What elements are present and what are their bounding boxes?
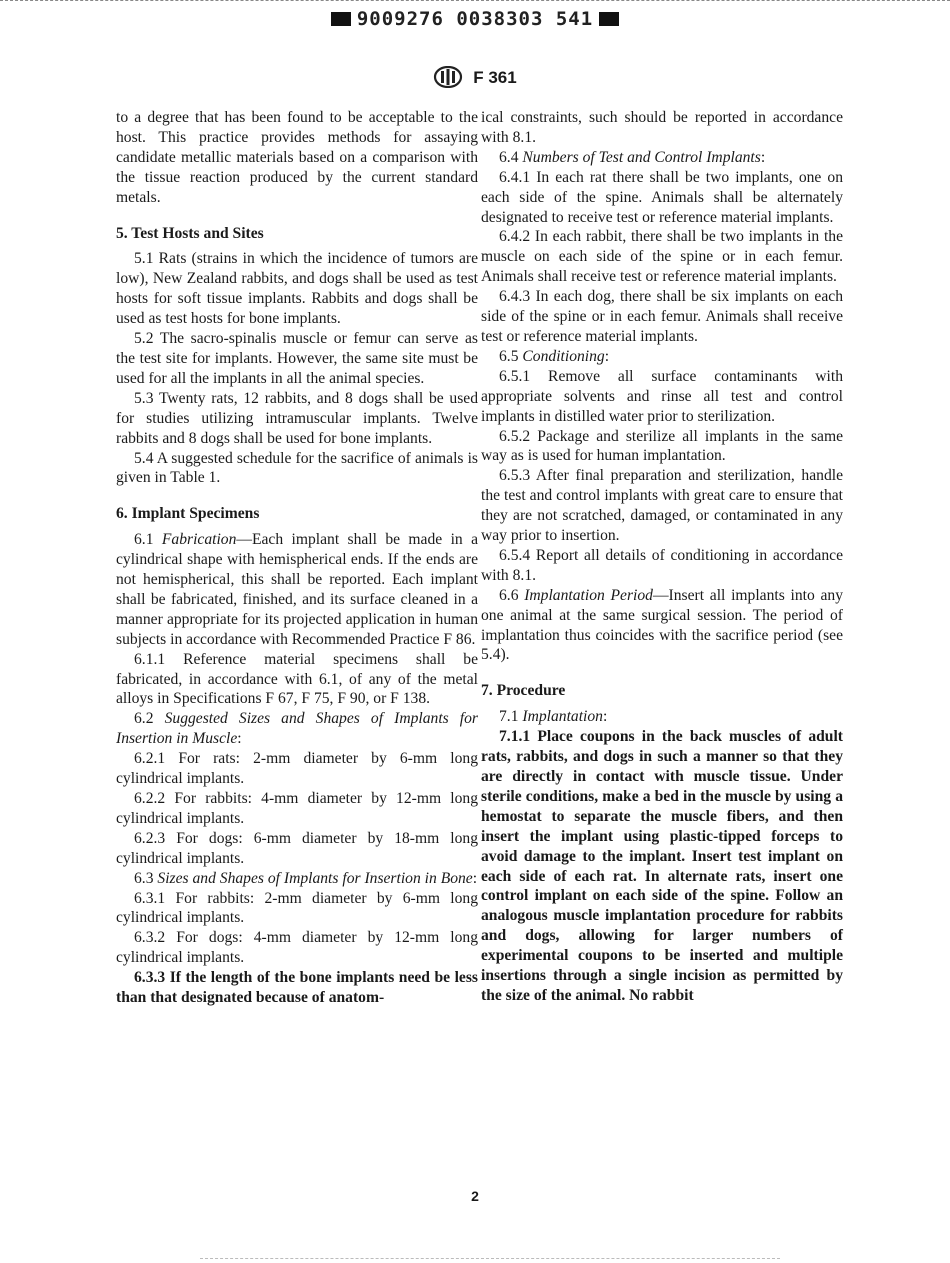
paragraph-6-2-2: 6.2.2 For rabbits: 4-mm diameter by 12-mm long cylindrical implants.	[116, 790, 478, 827]
paragraph-6-5-2: 6.5.2 Package and sterilize all implants in the same way as is used for human implantation.	[481, 427, 843, 465]
paragraph-6-3-3: 6.3.3 If the length of the bone implants need be less than that designated because of anatom-	[116, 969, 478, 1007]
clause-number: 6.3	[134, 869, 154, 887]
page-number: 2	[471, 1188, 479, 1204]
section-heading-7: 7. Procedure	[481, 682, 566, 700]
barcode-text: 9009276 0038303 541	[356, 8, 594, 30]
paragraph-6-1	[116, 530, 478, 649]
paragraph-6-5-3: 6.5.3 After final preparation and sterilization, handle the test and control implants with great care to ensure that they are not scratched, damaged, or contaminated in any way prior to insertion.	[481, 467, 843, 545]
clause-title: Numbers of Test and Control Implants	[522, 148, 761, 166]
clause-title: Fabrication	[161, 531, 237, 549]
paragraph-6-5-4: 6.5.4 Report all details of conditioning in accordance with 8.1.	[481, 546, 843, 584]
paragraph-5-4: 5.4 A suggested schedule for the sacrifice of animals is given in Table 1.	[116, 449, 478, 487]
paragraph-7-1: 7.1 Implantation:	[499, 708, 608, 726]
section-heading-6: 6. Implant Specimens	[116, 505, 260, 523]
paragraph-6-3: 6.3 Sizes and Shapes of Implants for Insertion in Bone:	[134, 869, 478, 887]
section-heading-5: 5. Test Hosts and Sites	[116, 224, 264, 242]
paragraph-6-4-1: 6.4.1 In each rat there shall be two implants, one on each side of the spine. Animals shall be alternately designated to receive test or reference material implants.	[481, 168, 843, 226]
paragraph-6-4-3: 6.4.3 In each dog, there shall be six implants on each side of the spine or in each femur. Animals shall receive test or reference material implants.	[481, 288, 843, 345]
clause-title: Sizes and Shapes of Implants for Insertion in Bone	[157, 869, 473, 887]
paragraph-6-6	[481, 586, 843, 666]
designation: F 361	[473, 68, 517, 87]
paragraph-6-3-2: 6.3.2 For dogs: 4-mm diameter by 12-mm long cylindrical implants.	[116, 929, 478, 967]
paragraph-6-5: 6.5 Conditioning:	[499, 347, 610, 365]
clause-number: 7.1	[499, 708, 519, 726]
paragraph-intro-cont: to a degree that has been found to be acceptable to the host. This practice provides methods for assaying candidate metallic materials based on a comparison with the tissue reaction produced by the current standard metals.	[116, 109, 478, 206]
paragraph-5-1: 5.1 Rats (strains in which the incidence of tumors are low), New Zealand rabbits, and dogs shall be used as test hosts for soft tissue implants. Rabbits and dogs shall be used as test hosts for bone implants.	[116, 250, 478, 328]
paragraph-6-3-1: 6.3.1 For rabbits: 2-mm diameter by 6-mm long cylindrical implants.	[116, 889, 478, 927]
paragraph-6-1-1: 6.1.1 Reference material specimens shall be fabricated, in accordance with 6.1, of any of the metal alloys in Specifications F 67, F 75, F 90, or F 138.	[116, 650, 478, 708]
clause-number: 6.1	[134, 531, 154, 549]
paragraph-6-2-1: 6.2.1 For rats: 2-mm diameter by 6-mm long cylindrical implants.	[116, 750, 478, 788]
paragraph-6-4: 6.4 Numbers of Test and Control Implants:	[499, 148, 766, 166]
paragraph-5-2: 5.2 The sacro-spinalis muscle or femur can serve as the test site for implants. However, the same site must be used for all the implants in all the animal species.	[116, 330, 478, 387]
clause-title: Conditioning	[522, 347, 605, 365]
paragraph-7-1-1: 7.1.1 Place coupons in the back muscles of adult rats, rabbits, and dogs in such a manner so that they are directly in contact with muscle tissue. Under sterile conditions, make a bed in the muscle by using a hemostat to separate the muscle fibers, and then insert the implant using plastic-tipped forceps to avoid damage to the implant. Insert test implant on each side of each rat. In alternate rats, insert one control implant on each side of the spine. Follow an analogous muscle implantation procedure for rabbits and dogs, allowing for larger numbers of experimental coupons to be inserted and multiple insertions through a single incision as permitted by the size of the animal. No rabbit	[481, 728, 843, 1004]
clause-number: 6.2	[134, 710, 154, 728]
right-column	[481, 108, 843, 1006]
astm-logo-icon	[433, 66, 463, 88]
page-header	[0, 66, 950, 88]
clause-text: —Insert all implants into any one animal at the same surgical session. The period of implantation thus coincides with the sacrifice period (see 5.4).	[481, 586, 843, 664]
clause-number: 6.5	[499, 347, 519, 365]
paragraph-5-3: 5.3 Twenty rats, 12 rabbits, and 8 dogs shall be used for studies utilizing intramuscular implants. Twelve rabbits and 8 dogs shall be used for bone implants.	[116, 389, 478, 447]
barcode-block-right	[599, 12, 619, 26]
paragraph-6-3-3-cont: ical constraints, such should be reported in accordance with 8.1.	[481, 109, 843, 146]
scan-border	[0, 0, 950, 6]
paragraph-6-4-2: 6.4.2 In each rabbit, there shall be two implants in the muscle on each side of the spine or in each femur. Animals shall receive test or reference material implants.	[481, 228, 843, 286]
clause-text: —Each implant shall be made in a cylindrical shape with hemispherical ends. If the ends are not hemispherical, this shall be reported. Each implant shall be fabricated, finished, and its surface cleaned in a manner appropriate for its projected application in human subjects in accordance with Recommended Practice F 86.	[116, 531, 478, 648]
barcode-block-left	[331, 12, 351, 26]
scan-bottom-border	[200, 1257, 780, 1259]
left-column	[116, 108, 478, 1008]
paragraph-6-2: 6.2 Suggested Sizes and Shapes of Implants for Insertion in Muscle:	[116, 710, 478, 748]
clause-title: Implantation	[522, 708, 603, 726]
clause-title: Implantation Period	[524, 586, 653, 604]
scan-id-strip	[0, 8, 950, 30]
clause-number: 6.6	[499, 586, 519, 604]
clause-number: 6.4	[499, 148, 519, 166]
clause-title: Suggested Sizes and Shapes of Implants for Insertion in Muscle	[116, 710, 478, 748]
paragraph-6-2-3: 6.2.3 For dogs: 6-mm diameter by 18-mm long cylindrical implants.	[116, 829, 478, 867]
paragraph-6-5-1: 6.5.1 Remove all surface contaminants with appropriate solvents and rinse all test and control implants in distilled water prior to sterilization.	[481, 367, 843, 425]
